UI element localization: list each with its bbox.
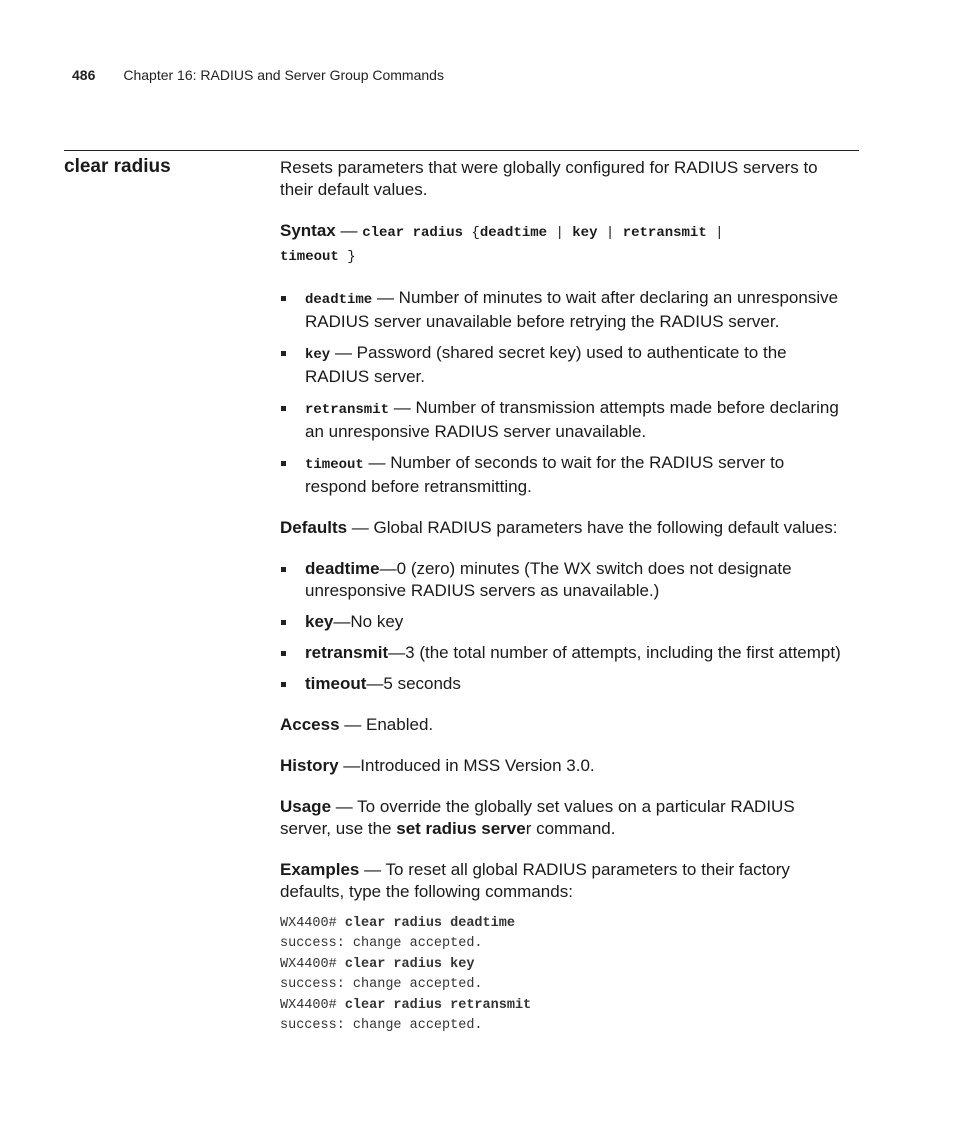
access-line: Access — Enabled. [280, 715, 434, 734]
chapter-title: Chapter 16: RADIUS and Server Group Commands [123, 67, 444, 83]
description: Resets parameters that were globally configured for RADIUS servers to their default values. [280, 158, 818, 199]
examples-intro: Examples — To reset all global RADIUS parameters to their factory defaults, type the following commands: [280, 860, 790, 901]
command-name: clear radius [64, 156, 171, 177]
default-item: deadtime—0 (zero) minutes (The WX switch does not designate unresponsive RADIUS servers as unavailable.) [280, 558, 850, 602]
default-item: key—No key [280, 611, 850, 633]
param-item: retransmit — Number of transmission attempts made before declaring an unresponsive RADIUS server unavailable. [280, 397, 850, 443]
param-item: deadtime — Number of minutes to wait after declaring an unresponsive RADIUS server unavailable before retrying the RADIUS server. [280, 287, 850, 333]
usage-line: Usage — To override the globally set values on a particular RADIUS server, use the set radius server command. [280, 797, 795, 838]
defaults-list [280, 558, 850, 695]
page-number: 486 [72, 67, 96, 83]
defaults-intro: Defaults — Global RADIUS parameters have the following default values: [280, 518, 838, 537]
default-item: retransmit—3 (the total number of attempts, including the first attempt) [280, 642, 850, 664]
command-body [280, 157, 850, 1036]
syntax-line: Syntax — clear radius {deadtime | key | retransmit | timeout } [280, 221, 724, 265]
syntax-parameters [280, 287, 850, 498]
param-item: timeout — Number of seconds to wait for the RADIUS server to respond before retransmitting. [280, 452, 850, 498]
running-header [72, 67, 444, 83]
param-item: key — Password (shared secret key) used to authenticate to the RADIUS server. [280, 342, 850, 388]
section-rule [64, 150, 859, 151]
default-item: timeout—5 seconds [280, 673, 850, 695]
example-code: WX4400# clear radius deadtime success: change accepted. WX4400# clear radius key success: change accepted. WX4400# clear radius retransmit success: change accepted. [280, 916, 532, 1034]
history-line: History —Introduced in MSS Version 3.0. [280, 756, 595, 775]
